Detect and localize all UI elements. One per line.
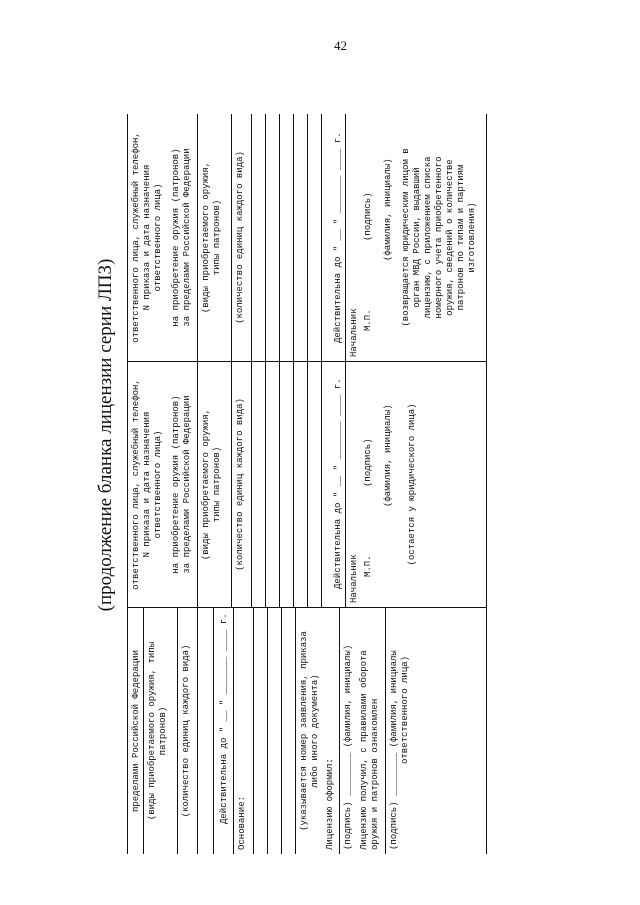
return-note: оружия, сведений о количестве: [445, 159, 455, 316]
form-heading: (продолжение бланка лицензии серии ЛПЗ): [95, 258, 116, 612]
rule-line: [293, 114, 294, 361]
caption: (количество единиц каждого вида): [181, 644, 191, 818]
caption: (виды приобретаемого оружия,: [201, 408, 211, 561]
basis-label: Основание:: [237, 795, 247, 850]
text-line: за пределами Российской Федерации: [182, 395, 192, 574]
page-number: 42: [334, 38, 347, 53]
rule-line: [345, 362, 346, 607]
text-line: за пределами Российской Федерации: [182, 148, 192, 327]
return-note: лицензию, с приложением списка: [423, 156, 433, 319]
rule-line: [321, 362, 322, 607]
rule-line: [281, 608, 282, 854]
chief-label: Начальник: [349, 308, 359, 357]
rule-line: [279, 114, 280, 361]
issued-by-label: Лицензию оформил:: [325, 758, 335, 850]
form-column-2: [127, 362, 487, 608]
rule-line: [197, 114, 198, 361]
text-line: N приказа и дата назначения: [142, 411, 152, 558]
caption: (количество единиц каждого вида): [235, 151, 245, 324]
text-line: ответственного лица): [153, 430, 163, 539]
text-line: ответственного лица, служебный телефон,: [131, 132, 141, 343]
stamp-place: М.П.: [363, 309, 373, 331]
signature-caption: ответственного лица): [400, 655, 410, 764]
rule-line: [213, 608, 214, 854]
rule-line: [345, 114, 346, 361]
caption: типы патронов): [212, 446, 222, 523]
return-note: номерного учета приобретенного: [434, 156, 444, 319]
caption: (указывается номер заявления, приказа: [299, 631, 309, 831]
rule-line: [339, 608, 340, 854]
license-form-sheet: [127, 114, 487, 854]
rule-line: [307, 114, 308, 361]
rule-line: [177, 608, 178, 854]
caption: (виды приобретаемого оружия,: [201, 161, 211, 314]
rule-line: [279, 362, 280, 607]
received-text: оружия и патронов ознакомлен: [370, 698, 380, 850]
rule-line: [265, 114, 266, 361]
signature-caption: (подпись) ________ (фамилия, инициалы): [343, 644, 353, 850]
text-line: пределами Российской Федерации: [131, 649, 141, 813]
caption: (количество единиц каждого вида): [235, 398, 245, 571]
name-caption: (фамилия, инициалы): [383, 158, 393, 261]
rule-line: [253, 608, 254, 854]
rule-line: [197, 608, 198, 854]
caption: патронов): [158, 706, 168, 756]
signature-caption: (подпись): [363, 192, 373, 241]
received-text: Лицензию получил, с правилами оборота: [359, 650, 369, 850]
text-line: ответственного лица, служебный телефон,: [131, 379, 141, 590]
name-caption: (фамилия, инициалы): [383, 404, 393, 507]
form-column-1: [127, 608, 487, 854]
signature-caption: (подпись): [363, 438, 373, 487]
copy-note: (остается у юридического лица): [407, 403, 417, 566]
signature-caption: (подпись) ________ (фамилия, инициалы: [389, 650, 399, 850]
text-line: ответственного лица): [153, 183, 163, 292]
return-note: (возвращается юридическим лицом в: [401, 148, 411, 327]
text-line: на приобретение оружия (патронов): [171, 395, 181, 574]
valid-until: Действительна до " __ " _______ ____ г.: [333, 378, 343, 589]
rule-line: [385, 608, 386, 854]
rule-line: [307, 362, 308, 607]
rule-line: [231, 362, 232, 607]
rule-line: [265, 362, 266, 607]
rule-line: [295, 608, 296, 854]
rule-line: [293, 362, 294, 607]
rule-line: [251, 114, 252, 361]
return-note: изготовления): [467, 202, 477, 273]
rule-line: [251, 362, 252, 607]
return-note: орган МВД России, выдавший: [412, 167, 422, 308]
valid-until: Действительна до " __ " _______ ____ г.: [333, 132, 343, 343]
caption: либо иного документа): [310, 674, 320, 788]
rule-line: [267, 608, 268, 854]
valid-until: Действительна до " __ " _______ ____ г.: [219, 613, 229, 824]
return-note: патронов по типам и партиям: [456, 164, 466, 311]
rule-line: [321, 114, 322, 361]
stamp-place: М.П.: [363, 555, 373, 577]
caption: типы патронов): [212, 199, 222, 276]
caption: (виды приобретаемого оружия, типы: [147, 641, 157, 821]
rule-line: [143, 608, 144, 854]
rule-line: [233, 608, 234, 854]
text-line: на приобретение оружия (патронов): [171, 148, 181, 327]
rule-line: [197, 362, 198, 607]
chief-label: Начальник: [349, 554, 359, 603]
form-column-3: [127, 114, 487, 362]
rule-line: [231, 114, 232, 361]
text-line: N приказа и дата назначения: [142, 164, 152, 311]
